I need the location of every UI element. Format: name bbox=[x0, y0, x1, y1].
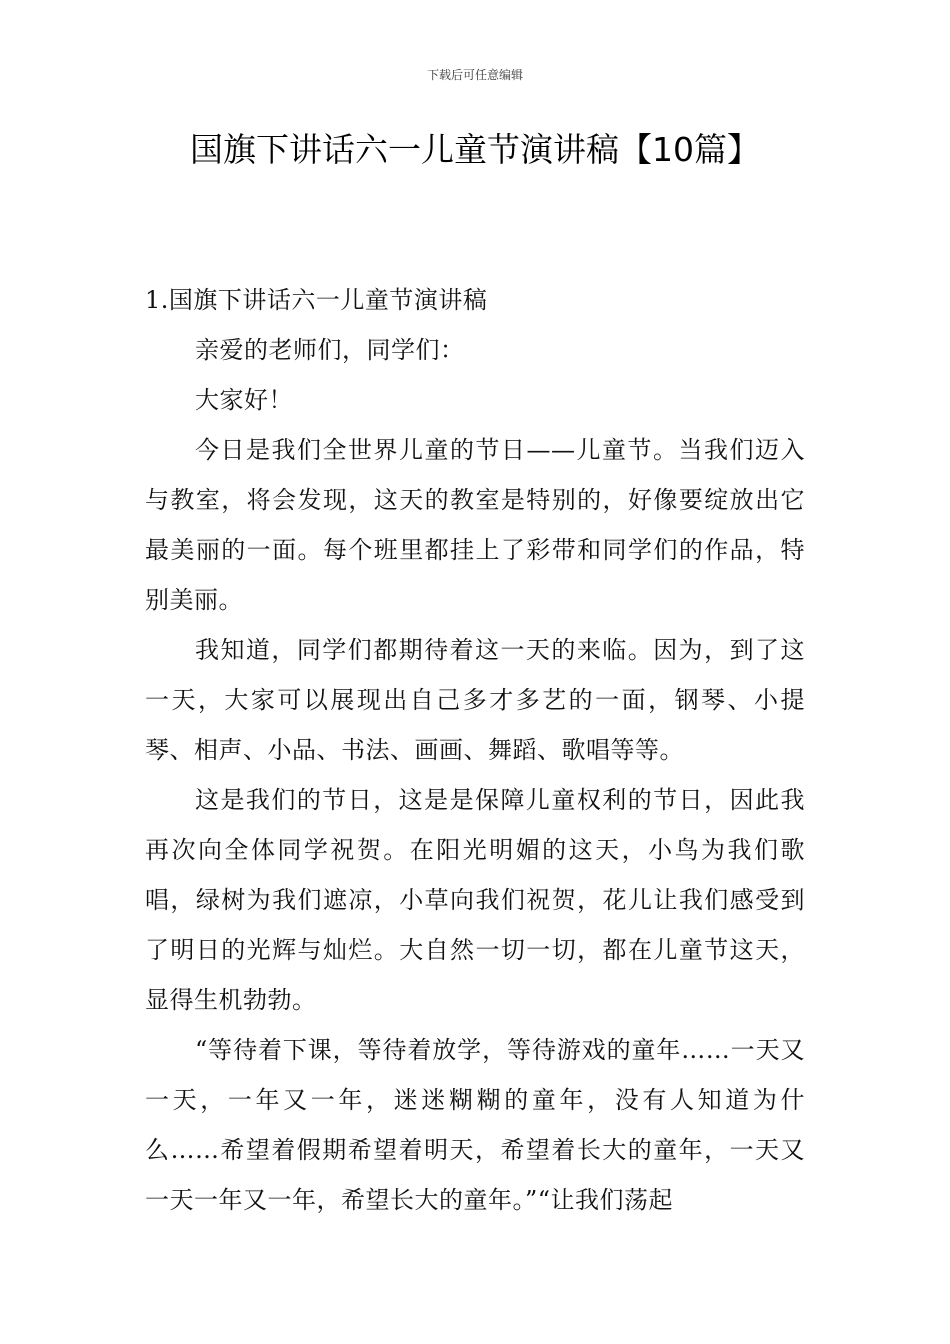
paragraph: “等待着下课，等待着放学，等待游戏的童年……一天又一天，一年又一年，迷迷糊糊的童年，没有人知道为什么……希望着假期希望着明天，希望着长大的童年，一天又一天一年又一年，希望长大的童年。”“让我们荡起 bbox=[145, 1036, 805, 1214]
header-note: 下载后可任意编辑 bbox=[426, 68, 523, 82]
paragraph: 这是我们的节日，这是是保障儿童权利的节日，因此我再次向全体同学祝贺。在阳光明媚的这天，小鸟为我们歌唱，绿树为我们遮凉，小草向我们祝贺，花儿让我们感受到了明日的光辉与灿烂。大自然一切一切，都在儿童节这天，显得生机勃勃。 bbox=[145, 786, 805, 1014]
document-title: 国旗下讲话六一儿童节演讲稿【10篇】 bbox=[190, 130, 760, 169]
paragraph: 今日是我们全世界儿童的节日——儿童节。当我们迈入与教室，将会发现，这天的教室是特别的，好像要绽放出它最美丽的一面。每个班里都挂上了彩带和同学们的作品，特别美丽。 bbox=[145, 436, 805, 614]
paragraph-salutation: 亲爱的老师们，同学们： bbox=[195, 336, 465, 364]
paragraph: 我知道，同学们都期待着这一天的来临。因为，到了这一天，大家可以展现出自己多才多艺的一面，钢琴、小提琴、相声、小品、书法、画画、舞蹈、歌唱等等。 bbox=[145, 636, 805, 764]
paragraph-greeting: 大家好！ bbox=[195, 386, 293, 414]
document-body bbox=[145, 275, 805, 1225]
section-heading: 1.国旗下讲话六一儿童节演讲稿 bbox=[145, 286, 488, 314]
